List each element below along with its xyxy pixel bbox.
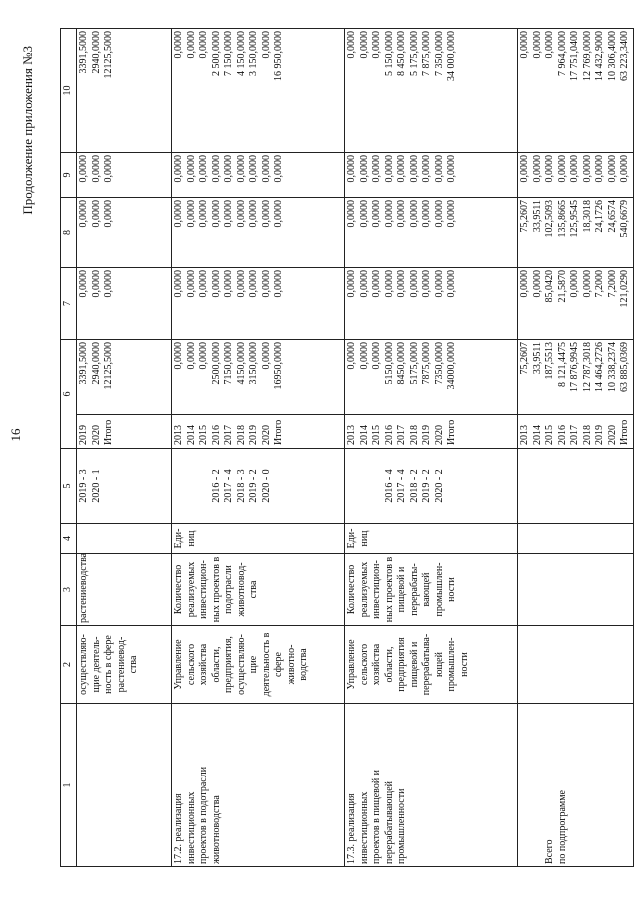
indicator: Количество реализуемых инвестицион- ных проектов в пищевой и перерабаты- вающей промышлен- ности	[345, 554, 518, 626]
unit	[518, 524, 634, 554]
years: 2019 2020 Итого	[77, 415, 172, 449]
amount-col-9: 0,0000 0,0000 0,0000	[77, 153, 172, 198]
indicator-values: 2019 - 3 2020 - 1	[77, 449, 172, 524]
appendix-note: Продолжение приложения №3	[20, 46, 35, 215]
amount-col-10: 0,0000 0,0000 0,0000 7 964,0000 17 751,0400 12 769,0000 14 432,9000 10 306,4000 63 223,3400	[518, 29, 634, 153]
colnum-2: 2	[61, 626, 77, 704]
unit	[77, 524, 172, 554]
amount-col-9: 0,0000 0,0000 0,0000 0,0000 0,0000 0,0000 0,0000 0,0000 0,0000	[345, 153, 518, 198]
amount-col-7: 0,0000 0,0000 0,0000 0,0000 0,0000 0,0000 0,0000 0,0000 0,0000	[345, 268, 518, 340]
table-row	[172, 29, 345, 867]
indicator	[518, 554, 634, 626]
amount-col-8: 0,0000 0,0000 0,0000	[77, 198, 172, 268]
amount-col-10: 3391,5000 2940,0000 12125,5000	[77, 29, 172, 153]
event-name: 17.3. реализация инвестиционных проектов в пищевой и перерабатывающей промышленности	[345, 704, 518, 867]
amount-col-8: 0,0000 0,0000 0,0000 0,0000 0,0000 0,0000 0,0000 0,0000 0,0000	[345, 198, 518, 268]
amount-col-9: 0,0000 0,0000 0,0000 0,0000 0,0000 0,0000 0,0000 0,0000 0,0000	[172, 153, 345, 198]
total-amount: 0,0000 0,0000 0,0000 2500,0000 7150,0000 4150,0000 3150,0000 0,0000 16950,0000	[172, 340, 345, 415]
amount-col-10: 0,0000 0,0000 0,0000 5 150,0000 8 450,0000 5 175,0000 7 875,0000 7 350,0000 34 000,0000	[345, 29, 518, 153]
total-amount: 0,0000 0,0000 0,0000 5150,0000 8450,0000 5175,0000 7875,0000 7350,0000 34000,0000	[345, 340, 518, 415]
executor	[518, 626, 634, 704]
unit: Еди- ниц	[345, 524, 518, 554]
executor: Управление сельского хозяйства области, предприятия пищевой и перерабатыва- ющей промышлен- ности	[345, 626, 518, 704]
table-row	[518, 29, 634, 867]
amount-col-7: 0,0000 0,0000 0,0000 0,0000 0,0000 0,0000 0,0000 0,0000 0,0000	[172, 268, 345, 340]
indicator: растениеводства	[77, 554, 172, 626]
amount-col-7: 0,0000 0,0000 85,0420 21,5870 0,0000 0,0000 7,2000 7,2000 121,0290	[518, 268, 634, 340]
years: 2013 2014 2015 2016 2017 2018 2019 2020 Итого	[345, 415, 518, 449]
colnum-9: 9	[61, 153, 77, 198]
colnum-4: 4	[61, 524, 77, 554]
indicator: Количество реализуемых инвестицион- ных проектов в подотрасли животновод- ства	[172, 554, 345, 626]
total-label: Всего по подпрограмме	[518, 704, 634, 867]
page-number: 16	[8, 428, 23, 442]
total-amount: 75,2607 33,9511 187,5513 8 121,4475 17 876,9945 12 787,3018 14 464,2726 10 338,2374 63 885,0369	[518, 340, 634, 415]
colnum-10: 10	[61, 29, 77, 153]
indicator-values: 2016 - 2 2017 - 4 2018 - 3 2019 - 2 2020 - 0	[172, 449, 345, 524]
indicator-values: 2016 - 4 2017 - 4 2018 - 2 2019 - 2 2020 - 2	[345, 449, 518, 524]
amount-col-10: 0,0000 0,0000 0,0000 2 500,0000 7 150,0000 4 150,0000 3 150,0000 0,0000 16 950,0000	[172, 29, 345, 153]
executor: Управление сельского хозяйства области, предприятия, осуществляю- щие деятельность в сфере животно- водства	[172, 626, 345, 704]
indicator-values	[518, 449, 634, 524]
event-name	[77, 704, 172, 867]
years: 2013 2014 2015 2016 2017 2018 2019 2020 Итого	[172, 415, 345, 449]
colnum-8: 8	[61, 198, 77, 268]
colnum-3: 3	[61, 554, 77, 626]
amount-col-8: 0,0000 0,0000 0,0000 0,0000 0,0000 0,0000 0,0000 0,0000 0,0000	[172, 198, 345, 268]
column-number-row	[61, 29, 77, 867]
event-name: 17.2. реализация инвестиционных проектов в подотрасли животноводства	[172, 704, 345, 867]
amount-col-9: 0,0000 0,0000 0,0000 0,0000 0,0000 0,0000 0,0000 0,0000 0,0000	[518, 153, 634, 198]
colnum-7: 7	[61, 268, 77, 340]
colnum-5: 5	[61, 449, 77, 524]
unit: Еди- ниц	[172, 524, 345, 554]
colnum-6: 6	[61, 340, 77, 449]
table-row	[77, 29, 172, 867]
amount-col-8: 75,2607 33,9511 102,5093 135,8665 125,9545 18,3018 24,1726 24,6574 540,6679	[518, 198, 634, 268]
total-amount: 3391,5000 2940,0000 12125,5000	[77, 340, 172, 415]
amount-col-7: 0,0000 0,0000 0,0000	[77, 268, 172, 340]
executor: осуществляю- щие деятель- ность в сфере растениевод- ства	[77, 626, 172, 704]
program-table	[60, 28, 634, 867]
table-row	[345, 29, 518, 867]
colnum-1: 1	[61, 704, 77, 867]
years: 2013 2014 2015 2016 2017 2018 2019 2020 Итого	[518, 415, 634, 449]
